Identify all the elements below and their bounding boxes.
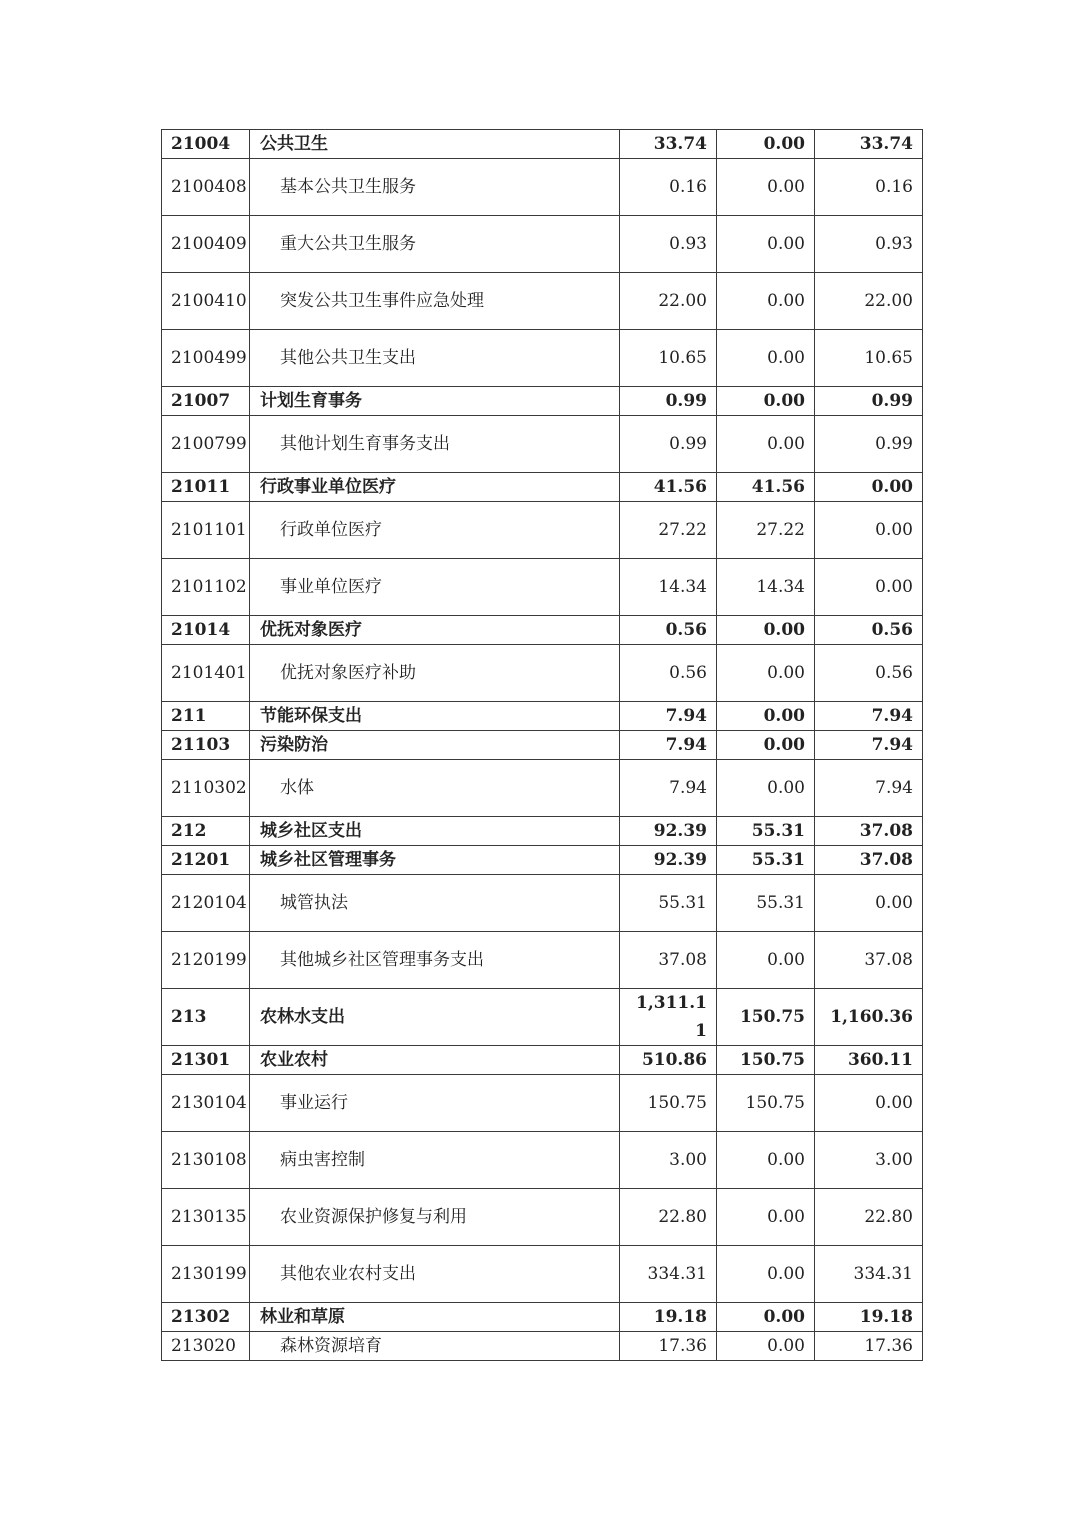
budget-table-container [161, 129, 922, 1361]
row-project-cell: 0.00 [815, 502, 923, 559]
row-basic-cell: 55.31 [717, 846, 815, 875]
row-total-cell: 334.31 [620, 1246, 717, 1303]
row-total-cell: 92.39 [620, 846, 717, 875]
row-code-cell: 213020 [162, 1332, 250, 1361]
row-code-cell: 211 [162, 702, 250, 731]
row-name-cell: 重大公共卫生服务 [250, 216, 620, 273]
row-project-cell: 0.00 [815, 559, 923, 616]
row-project-cell: 0.16 [815, 159, 923, 216]
row-code-cell: 21301 [162, 1046, 250, 1075]
table-row [162, 130, 923, 159]
table-row [162, 616, 923, 645]
row-name-cell: 污染防治 [250, 731, 620, 760]
row-code-cell: 212 [162, 817, 250, 846]
row-code-cell: 2101102 [162, 559, 250, 616]
row-basic-cell: 0.00 [717, 932, 815, 989]
row-name-cell: 其他计划生育事务支出 [250, 416, 620, 473]
row-project-cell: 0.00 [815, 875, 923, 932]
table-row [162, 559, 923, 616]
row-basic-cell: 0.00 [717, 760, 815, 817]
row-basic-cell: 0.00 [717, 702, 815, 731]
row-project-cell: 37.08 [815, 932, 923, 989]
row-name-cell: 病虫害控制 [250, 1132, 620, 1189]
row-basic-cell: 14.34 [717, 559, 815, 616]
row-project-cell: 3.00 [815, 1132, 923, 1189]
table-row [162, 817, 923, 846]
row-code-cell: 21302 [162, 1303, 250, 1332]
row-name-cell: 事业单位医疗 [250, 559, 620, 616]
row-code-cell: 21201 [162, 846, 250, 875]
row-basic-cell: 0.00 [717, 616, 815, 645]
row-name-cell: 森林资源培育 [250, 1332, 620, 1361]
row-basic-cell: 150.75 [717, 1075, 815, 1132]
table-row [162, 273, 923, 330]
table-row [162, 473, 923, 502]
table-row [162, 387, 923, 416]
row-basic-cell: 0.00 [717, 731, 815, 760]
row-basic-cell: 0.00 [717, 330, 815, 387]
row-basic-cell: 0.00 [717, 1332, 815, 1361]
row-total-cell: 1,311.11 [620, 989, 717, 1046]
row-name-cell: 其他农业农村支出 [250, 1246, 620, 1303]
row-total-cell: 7.94 [620, 702, 717, 731]
row-project-cell: 19.18 [815, 1303, 923, 1332]
row-project-cell: 10.65 [815, 330, 923, 387]
row-project-cell: 1,160.36 [815, 989, 923, 1046]
row-project-cell: 0.93 [815, 216, 923, 273]
row-basic-cell: 0.00 [717, 130, 815, 159]
row-total-cell: 22.00 [620, 273, 717, 330]
table-row [162, 731, 923, 760]
row-code-cell: 2101401 [162, 645, 250, 702]
row-code-cell: 2110302 [162, 760, 250, 817]
row-name-cell: 城乡社区支出 [250, 817, 620, 846]
table-row [162, 1075, 923, 1132]
row-basic-cell: 0.00 [717, 159, 815, 216]
table-row [162, 760, 923, 817]
row-project-cell: 0.56 [815, 645, 923, 702]
row-project-cell: 360.11 [815, 1046, 923, 1075]
row-name-cell: 城乡社区管理事务 [250, 846, 620, 875]
row-code-cell: 2100408 [162, 159, 250, 216]
row-project-cell: 7.94 [815, 760, 923, 817]
row-total-cell: 510.86 [620, 1046, 717, 1075]
row-name-cell: 行政事业单位医疗 [250, 473, 620, 502]
row-basic-cell: 0.00 [717, 416, 815, 473]
row-code-cell: 2130135 [162, 1189, 250, 1246]
row-project-cell: 0.99 [815, 416, 923, 473]
row-name-cell: 节能环保支出 [250, 702, 620, 731]
row-code-cell: 2100409 [162, 216, 250, 273]
row-code-cell: 21014 [162, 616, 250, 645]
row-total-cell: 150.75 [620, 1075, 717, 1132]
row-code-cell: 2130199 [162, 1246, 250, 1303]
table-row [162, 932, 923, 989]
row-code-cell: 2120199 [162, 932, 250, 989]
row-total-cell: 55.31 [620, 875, 717, 932]
row-code-cell: 213 [162, 989, 250, 1046]
table-row [162, 1046, 923, 1075]
row-project-cell: 33.74 [815, 130, 923, 159]
table-row [162, 1189, 923, 1246]
row-total-cell: 37.08 [620, 932, 717, 989]
row-basic-cell: 27.22 [717, 502, 815, 559]
row-project-cell: 0.99 [815, 387, 923, 416]
row-total-cell: 92.39 [620, 817, 717, 846]
row-project-cell: 37.08 [815, 846, 923, 875]
row-basic-cell: 0.00 [717, 1132, 815, 1189]
row-project-cell: 334.31 [815, 1246, 923, 1303]
row-total-cell: 7.94 [620, 760, 717, 817]
row-name-cell: 公共卫生 [250, 130, 620, 159]
row-code-cell: 2120104 [162, 875, 250, 932]
row-basic-cell: 0.00 [717, 1303, 815, 1332]
row-code-cell: 21007 [162, 387, 250, 416]
row-basic-cell: 41.56 [717, 473, 815, 502]
row-code-cell: 21004 [162, 130, 250, 159]
row-name-cell: 优抚对象医疗 [250, 616, 620, 645]
row-total-cell: 0.99 [620, 416, 717, 473]
table-row [162, 875, 923, 932]
row-code-cell: 2130108 [162, 1132, 250, 1189]
table-row [162, 216, 923, 273]
row-code-cell: 2130104 [162, 1075, 250, 1132]
row-project-cell: 0.00 [815, 1075, 923, 1132]
table-body [162, 130, 923, 1361]
row-name-cell: 计划生育事务 [250, 387, 620, 416]
row-name-cell: 突发公共卫生事件应急处理 [250, 273, 620, 330]
row-basic-cell: 0.00 [717, 1246, 815, 1303]
row-code-cell: 2100799 [162, 416, 250, 473]
row-total-cell: 19.18 [620, 1303, 717, 1332]
row-total-cell: 0.99 [620, 387, 717, 416]
row-total-cell: 0.56 [620, 616, 717, 645]
row-project-cell: 7.94 [815, 731, 923, 760]
row-code-cell: 21011 [162, 473, 250, 502]
table-row [162, 1246, 923, 1303]
row-total-cell: 10.65 [620, 330, 717, 387]
row-total-cell: 0.56 [620, 645, 717, 702]
row-basic-cell: 0.00 [717, 216, 815, 273]
row-basic-cell: 150.75 [717, 1046, 815, 1075]
row-basic-cell: 0.00 [717, 273, 815, 330]
row-code-cell: 2100410 [162, 273, 250, 330]
table-row [162, 989, 923, 1046]
row-basic-cell: 0.00 [717, 387, 815, 416]
row-name-cell: 事业运行 [250, 1075, 620, 1132]
table-row [162, 159, 923, 216]
row-total-cell: 22.80 [620, 1189, 717, 1246]
row-name-cell: 农林水支出 [250, 989, 620, 1046]
table-row [162, 645, 923, 702]
row-project-cell: 7.94 [815, 702, 923, 731]
row-project-cell: 22.80 [815, 1189, 923, 1246]
row-basic-cell: 0.00 [717, 645, 815, 702]
row-total-cell: 14.34 [620, 559, 717, 616]
row-basic-cell: 150.75 [717, 989, 815, 1046]
row-name-cell: 城管执法 [250, 875, 620, 932]
table-row [162, 846, 923, 875]
row-name-cell: 其他公共卫生支出 [250, 330, 620, 387]
table-row [162, 330, 923, 387]
table-row [162, 702, 923, 731]
table-row [162, 1332, 923, 1361]
row-name-cell: 林业和草原 [250, 1303, 620, 1332]
row-name-cell: 农业资源保护修复与利用 [250, 1189, 620, 1246]
table-row [162, 502, 923, 559]
row-project-cell: 17.36 [815, 1332, 923, 1361]
row-total-cell: 17.36 [620, 1332, 717, 1361]
row-project-cell: 37.08 [815, 817, 923, 846]
row-code-cell: 2101101 [162, 502, 250, 559]
row-name-cell: 农业农村 [250, 1046, 620, 1075]
row-project-cell: 0.56 [815, 616, 923, 645]
row-total-cell: 41.56 [620, 473, 717, 502]
row-total-cell: 0.93 [620, 216, 717, 273]
row-basic-cell: 55.31 [717, 875, 815, 932]
row-code-cell: 2100499 [162, 330, 250, 387]
row-total-cell: 0.16 [620, 159, 717, 216]
row-total-cell: 7.94 [620, 731, 717, 760]
row-project-cell: 22.00 [815, 273, 923, 330]
row-total-cell: 33.74 [620, 130, 717, 159]
row-basic-cell: 0.00 [717, 1189, 815, 1246]
row-code-cell: 21103 [162, 731, 250, 760]
row-project-cell: 0.00 [815, 473, 923, 502]
table-row [162, 1303, 923, 1332]
row-name-cell: 基本公共卫生服务 [250, 159, 620, 216]
row-name-cell: 优抚对象医疗补助 [250, 645, 620, 702]
row-name-cell: 其他城乡社区管理事务支出 [250, 932, 620, 989]
budget-expenditure-table [161, 129, 923, 1361]
row-name-cell: 行政单位医疗 [250, 502, 620, 559]
table-row [162, 1132, 923, 1189]
row-total-cell: 3.00 [620, 1132, 717, 1189]
row-total-cell: 27.22 [620, 502, 717, 559]
row-name-cell: 水体 [250, 760, 620, 817]
row-basic-cell: 55.31 [717, 817, 815, 846]
table-row [162, 416, 923, 473]
